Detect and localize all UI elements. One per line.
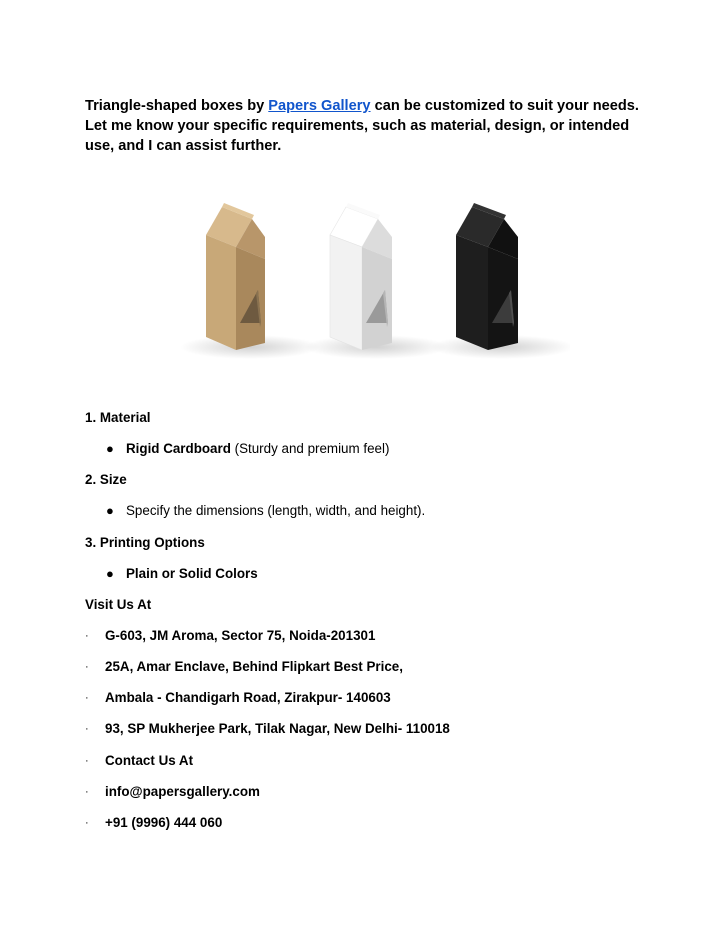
dot-icon: ·	[85, 661, 89, 673]
material-bullet	[106, 440, 389, 458]
dot-icon: ·	[85, 755, 89, 767]
dot-icon: ·	[85, 723, 89, 735]
material-bullet-rest: (Sturdy and premium feel)	[230, 441, 390, 456]
material-bullet-bold: Rigid Cardboard	[126, 441, 231, 456]
contact-heading-line	[85, 752, 193, 770]
address-line	[85, 627, 375, 645]
dot-icon: ·	[85, 692, 89, 704]
product-boxes-image	[150, 195, 570, 375]
black-box-illustration	[430, 203, 570, 359]
kraft-box-illustration	[180, 203, 320, 359]
email-line	[85, 783, 260, 801]
material-heading: 1. Material	[85, 410, 151, 425]
phone-line	[85, 814, 222, 832]
contact-heading-text: Contact Us At	[105, 753, 194, 768]
printing-heading: 3. Printing Options	[85, 535, 205, 550]
dot-icon: ·	[85, 786, 89, 798]
papers-gallery-link[interactable]: Papers Gallery	[268, 98, 371, 114]
intro-text-end: can be customized to suit your needs. Let me know your specific requirements, such as material, design, or intended use, and I can assist further.	[85, 98, 639, 154]
phone-text[interactable]: +91 (9996) 444 060	[105, 815, 223, 830]
address-line	[85, 658, 403, 676]
intro-text-start: Triangle-shaped boxes by	[85, 98, 269, 114]
address-line-text: 25A, Amar Enclave, Behind Flipkart Best Price,	[105, 659, 403, 674]
bullet-icon: ●	[106, 441, 114, 456]
printing-bullet	[106, 565, 258, 583]
white-box-illustration	[304, 203, 448, 359]
address-line-text: G-603, JM Aroma, Sector 75, Noida-201301	[105, 628, 376, 643]
intro-paragraph	[85, 96, 645, 156]
bullet-icon: ●	[106, 503, 114, 518]
address-line-text: Ambala - Chandigarh Road, Zirakpur- 140603	[105, 690, 391, 705]
address-line	[85, 720, 450, 738]
size-bullet	[106, 502, 425, 520]
address-line	[85, 689, 391, 707]
address-line-text: 93, SP Mukherjee Park, Tilak Nagar, New Delhi- 110018	[105, 721, 450, 736]
dot-icon: ·	[85, 630, 89, 642]
dot-icon: ·	[85, 817, 89, 829]
bullet-icon: ●	[106, 566, 114, 581]
size-bullet-text: Specify the dimensions (length, width, and height).	[126, 503, 426, 518]
email-text[interactable]: info@papersgallery.com	[105, 784, 260, 799]
visit-heading: Visit Us At	[85, 597, 152, 612]
printing-bullet-bold: Plain or Solid Colors	[126, 566, 258, 581]
size-heading: 2. Size	[85, 472, 127, 487]
